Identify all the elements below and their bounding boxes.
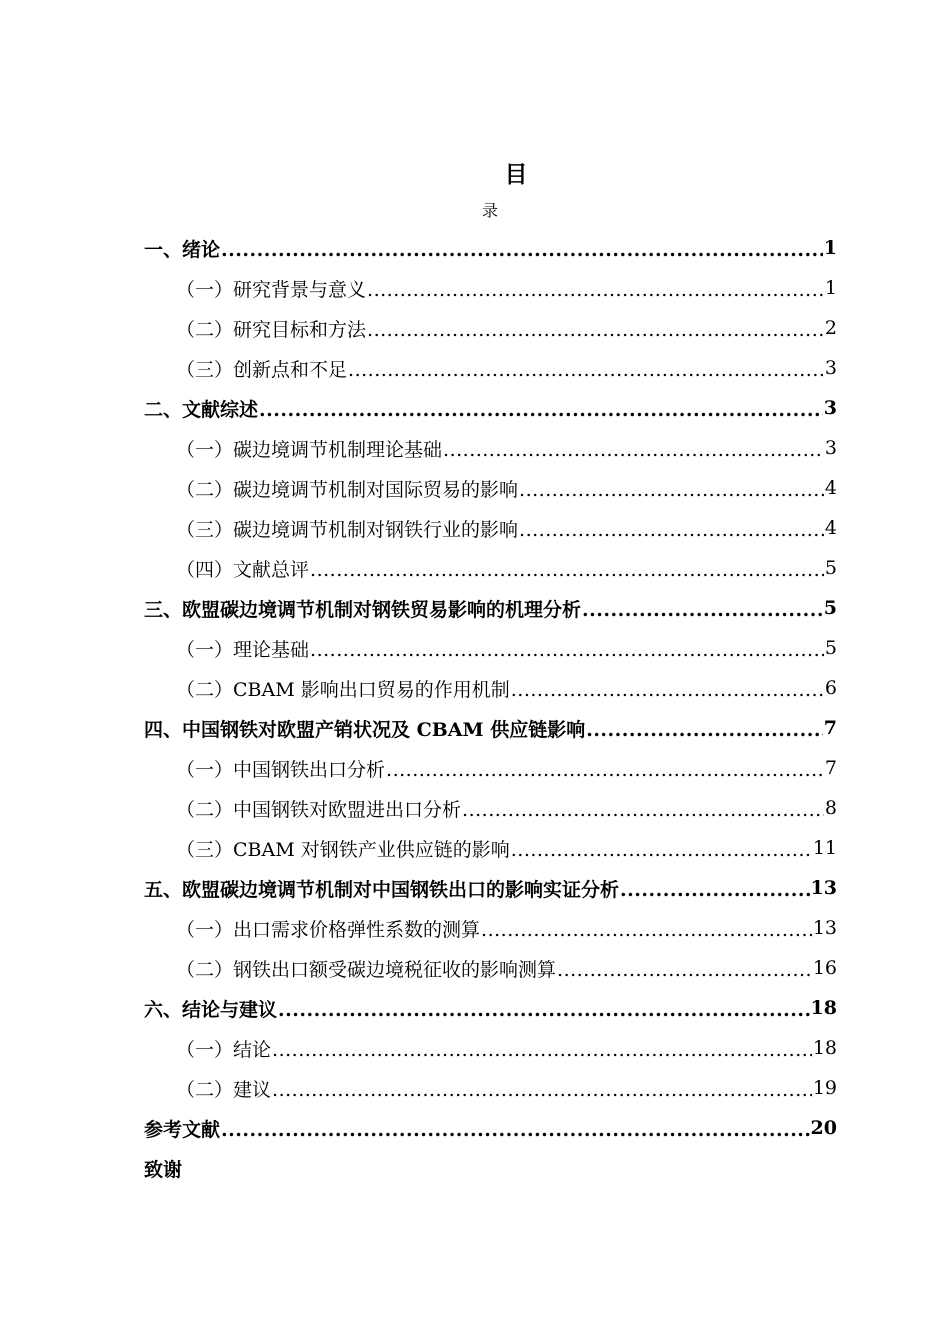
toc-entry-number: （一） [176,278,234,301]
toc-entry-page-number: 3 [824,357,837,379]
toc-leader-dots [511,679,824,701]
toc-entry-title: 欧盟碳边境调节机制对中国钢铁出口的影响实证分析 [182,878,620,901]
toc-entry-title: 文献总评 [233,558,310,581]
toc-entry-number: （二） [176,798,234,821]
toc-entry-page-number: 7 [823,717,837,739]
toc-leader-dots [511,839,812,861]
table-of-contents [144,228,837,1188]
toc-entry[interactable] [144,228,837,268]
toc-entry[interactable] [144,668,837,708]
toc-entry-page-number: 5 [824,557,837,579]
toc-entry[interactable] [144,828,837,868]
toc-leader-dots [620,879,810,901]
toc-leader-dots [367,319,824,341]
toc-leader-dots [462,799,824,821]
toc-entry-page-number: 4 [824,517,837,539]
toc-entry-title: 欧盟碳边境调节机制对钢铁贸易影响的机理分析 [182,598,582,621]
toc-entry-number: （二） [176,1078,234,1101]
toc-entry-title: 钢铁出口额受碳边境税征收的影响测算 [233,958,557,981]
toc-entry-page-number: 20 [810,1117,837,1139]
toc-leader-dots [310,639,824,661]
toc-entry[interactable] [144,908,837,948]
toc-entry-title: 碳边境调节机制理论基础 [233,438,443,461]
toc-entry-page-number: 8 [824,797,837,819]
toc-entry-title: 理论基础 [233,638,310,661]
toc-leader-dots [557,959,812,981]
toc-entry-number: （四） [176,558,234,581]
toc-entry-number: （三） [176,518,234,541]
toc-entry[interactable] [144,788,837,828]
toc-leader-dots [386,759,824,781]
toc-entry[interactable] [144,468,837,508]
toc-entry-title: 建议 [233,1078,272,1101]
toc-entry-page-number: 13 [810,877,837,899]
toc-entry-title: 绪论 [182,238,221,261]
toc-entry-number: （二） [176,958,234,981]
toc-entry-page-number: 13 [812,917,837,939]
toc-entry[interactable] [144,1148,837,1188]
toc-entry-number: （二） [176,478,234,501]
toc-leader-dots [278,999,810,1021]
toc-leader-dots [586,719,823,741]
toc-entry-page-number: 5 [824,637,837,659]
toc-entry[interactable] [144,1108,837,1148]
toc-leader-dots [443,439,824,461]
toc-entry-page-number: 1 [824,277,837,299]
toc-entry[interactable] [144,988,837,1028]
toc-leader-dots [310,559,824,581]
toc-entry-number: 三、 [144,598,183,621]
toc-entry-number: （一） [176,1038,234,1061]
toc-title-line2: 录 [481,201,498,220]
toc-leader-dots [481,919,812,941]
toc-entry-page-number: 11 [812,837,837,859]
toc-leader-dots [272,1079,812,1101]
toc-entry-title: 结论与建议 [182,998,278,1021]
toc-leader-dots [367,279,824,301]
toc-entry[interactable] [144,588,837,628]
toc-entry[interactable] [144,1068,837,1108]
toc-entry-number: 五、 [144,878,183,901]
toc-entry-title: 中国钢铁对欧盟进出口分析 [233,798,462,821]
toc-entry-page-number: 6 [824,677,837,699]
toc-entry-number: （二） [176,318,234,341]
toc-entry-page-number: 2 [824,317,837,339]
toc-entry-page-number: 3 [823,397,837,419]
toc-entry[interactable] [144,548,837,588]
toc-entry-number: （二） [176,678,234,701]
toc-leader-dots [259,399,823,421]
toc-entry-number: （一） [176,438,234,461]
toc-entry-page-number: 3 [824,437,837,459]
toc-entry-page-number: 16 [812,957,837,979]
toc-entry[interactable] [144,628,837,668]
toc-entry-title: 创新点和不足 [233,358,348,381]
toc-entry-title: 研究背景与意义 [233,278,367,301]
toc-entry-title: 致谢 [144,1158,183,1181]
toc-entry-number: 二、 [144,398,183,421]
toc-entry-title: 参考文献 [144,1118,221,1141]
toc-entry-title: 碳边境调节机制对钢铁行业的影响 [233,518,519,541]
toc-leader-dots [519,519,824,541]
toc-entry[interactable] [144,708,837,748]
toc-entry-page-number: 19 [812,1077,837,1099]
toc-entry-number: 四、 [144,718,183,741]
toc-entry-title: 结论 [233,1038,272,1061]
toc-leader-dots [519,479,824,501]
toc-entry[interactable] [144,948,837,988]
toc-entry[interactable] [144,348,837,388]
toc-entry-page-number: 5 [823,597,837,619]
toc-entry-number: 一、 [144,238,183,261]
toc-leader-dots [582,599,823,621]
toc-entry[interactable] [144,308,837,348]
toc-leader-dots [221,1119,810,1141]
toc-entry-title: CBAM 影响出口贸易的作用机制 [233,678,510,701]
toc-entry-title: 文献综述 [182,398,259,421]
toc-entry-title: 中国钢铁出口分析 [233,758,386,781]
toc-entry-number: （一） [176,638,234,661]
toc-entry-number: （三） [176,838,234,861]
toc-entry-number: 六、 [144,998,183,1021]
toc-entry-title: CBAM 对钢铁产业供应链的影响 [233,838,510,861]
toc-entry-number: （一） [176,758,234,781]
toc-entry-title: 出口需求价格弹性系数的测算 [233,918,481,941]
toc-entry[interactable] [144,508,837,548]
toc-entry-page-number: 4 [824,477,837,499]
toc-entry-page-number: 1 [823,237,837,259]
toc-entry[interactable] [144,1028,837,1068]
toc-entry-page-number: 18 [810,997,837,1019]
toc-entry[interactable] [144,868,837,908]
toc-entry[interactable] [144,268,837,308]
toc-entry[interactable] [144,428,837,468]
toc-entry[interactable] [144,388,837,428]
toc-leader-dots [221,239,823,261]
toc-entry-title: 中国钢铁对欧盟产销状况及 CBAM 供应链影响 [182,718,586,741]
toc-entry-title: 碳边境调节机制对国际贸易的影响 [233,478,519,501]
toc-title-line1: 目 [504,161,528,188]
toc-leader-dots [348,359,824,381]
toc-entry-page-number: 7 [824,757,837,779]
toc-leader-dots [272,1039,812,1061]
toc-entry-number: （三） [176,358,234,381]
toc-entry-page-number: 18 [812,1037,837,1059]
toc-entry-title: 研究目标和方法 [233,318,367,341]
toc-entry[interactable] [144,748,837,788]
toc-entry-number: （一） [176,918,234,941]
